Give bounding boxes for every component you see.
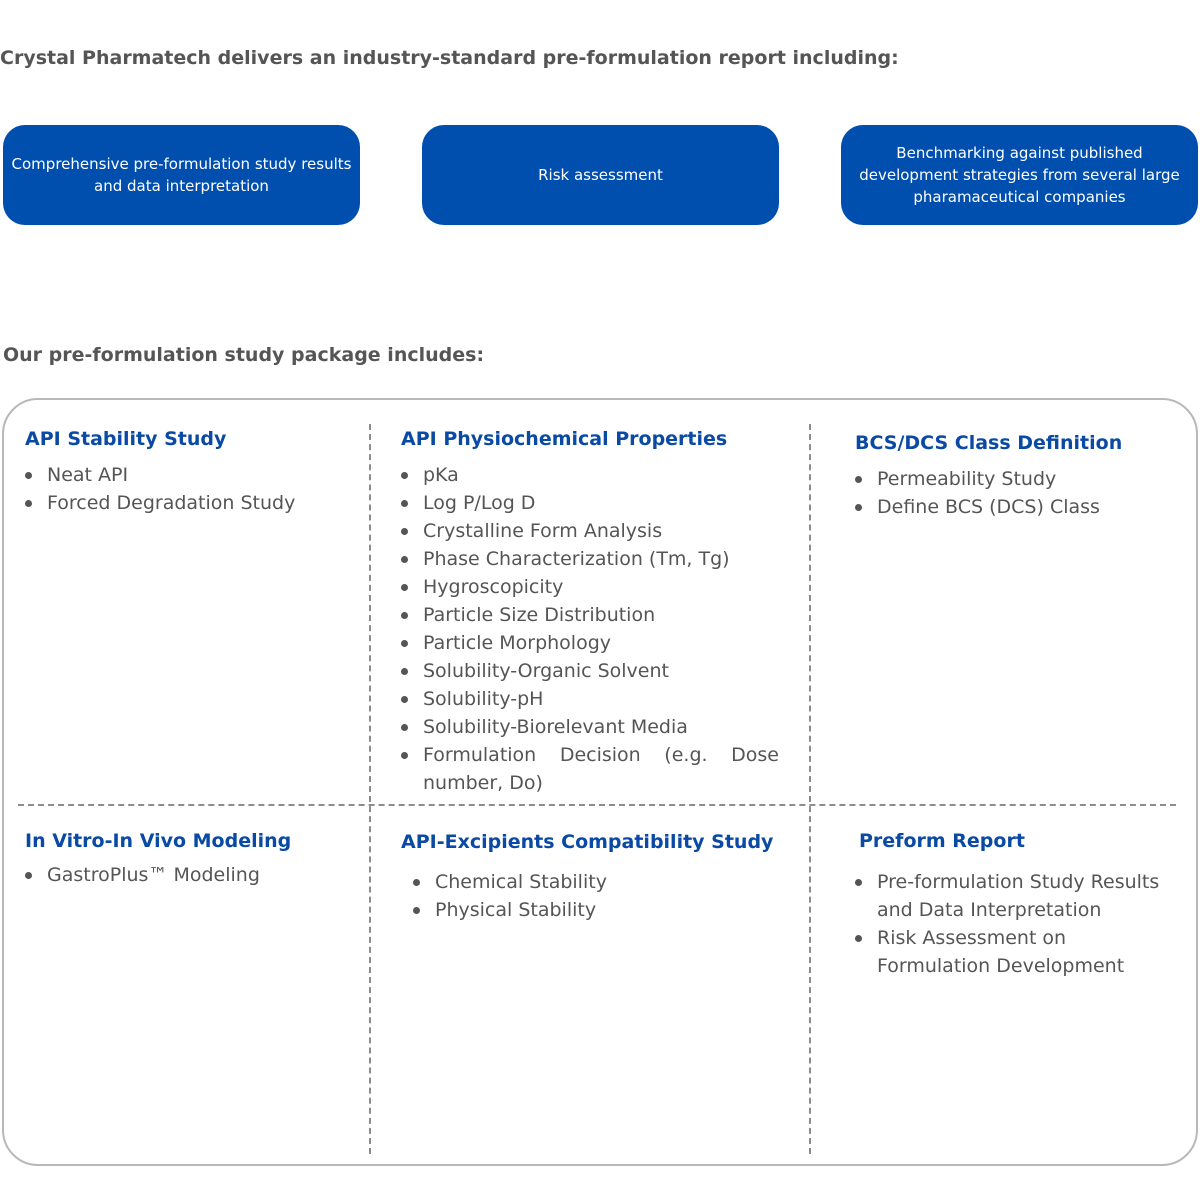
deliverable-study-results xyxy=(3,125,360,225)
list-item: Crystalline Form Analysis xyxy=(401,517,779,545)
bullet-icon xyxy=(855,935,862,942)
bullet-icon xyxy=(413,879,420,886)
cell-title: API-Excipients Compatibility Study xyxy=(401,831,774,853)
bullet-icon xyxy=(25,500,32,507)
column-divider xyxy=(809,424,811,1154)
list-item: Define BCS (DCS) Class xyxy=(855,493,1175,521)
list-item: GastroPlus™ Modeling xyxy=(25,861,355,889)
cell-bcs-dcs-class xyxy=(855,430,1175,521)
deliverable-label: Benchmarking against published development strategies from several large pharamaceutical companies xyxy=(859,144,1180,206)
list-item: Risk Assessment on Formulation Development xyxy=(855,924,1179,980)
package-heading: Our pre-formulation study package includes: xyxy=(3,344,485,366)
list-item: Chemical Stability xyxy=(413,868,791,896)
list-item: Neat API xyxy=(25,461,355,489)
list-item: Particle Size Distribution xyxy=(401,601,779,629)
bullet-icon xyxy=(25,472,32,479)
column-divider xyxy=(369,424,371,1154)
bullet-list xyxy=(855,465,1175,521)
bullet-icon xyxy=(413,907,420,914)
intro-heading: Crystal Pharmatech delivers an industry-standard pre-formulation report including: xyxy=(0,47,899,69)
cell-in-vitro-in-vivo xyxy=(25,828,355,889)
list-item: Physical Stability xyxy=(413,896,791,924)
cell-api-stability xyxy=(25,426,355,517)
deliverable-label: Comprehensive pre-formulation study results and data interpretation xyxy=(11,155,352,195)
list-item: Pre-formulation Study Results and Data Interpretation xyxy=(855,868,1179,924)
bullet-icon xyxy=(401,696,408,703)
bullet-icon xyxy=(25,872,32,879)
list-item: Solubility-pH xyxy=(401,685,779,713)
cell-title: Preform Report xyxy=(859,830,1025,852)
bullet-icon xyxy=(855,879,862,886)
bullet-icon xyxy=(401,556,408,563)
bullet-icon xyxy=(401,584,408,591)
list-item: Formulation Decision (e.g. Dose number, Do) xyxy=(401,741,779,797)
list-item: Particle Morphology xyxy=(401,629,779,657)
list-item: Hygroscopicity xyxy=(401,573,779,601)
cell-preform-report xyxy=(859,828,1179,980)
list-item: Solubility-Biorelevant Media xyxy=(401,713,779,741)
list-item: Solubility-Organic Solvent xyxy=(401,657,779,685)
cell-title: In Vitro-In Vivo Modeling xyxy=(25,830,292,852)
row-divider xyxy=(18,804,1176,806)
cell-excipients-compatibility xyxy=(401,829,791,924)
bullet-icon xyxy=(401,528,408,535)
list-item: Permeability Study xyxy=(855,465,1175,493)
bullet-icon xyxy=(401,640,408,647)
list-item: Phase Characterization (Tm, Tg) xyxy=(401,545,779,573)
bullet-icon xyxy=(401,472,408,479)
bullet-list xyxy=(25,861,355,889)
bullet-icon xyxy=(401,752,408,759)
cell-title: API Stability Study xyxy=(25,428,227,450)
bullet-list xyxy=(401,868,791,924)
cell-title: BCS/DCS Class Definition xyxy=(855,432,1123,454)
deliverable-risk-assessment xyxy=(422,125,779,225)
cell-title: API Physiochemical Properties xyxy=(401,428,728,450)
bullet-icon xyxy=(401,724,408,731)
bullet-icon xyxy=(401,500,408,507)
list-item: Log P/Log D xyxy=(401,489,779,517)
bullet-icon xyxy=(401,612,408,619)
bullet-icon xyxy=(855,476,862,483)
list-item: Forced Degradation Study xyxy=(25,489,355,517)
cell-physiochemical-properties xyxy=(401,426,779,797)
deliverable-label: Risk assessment xyxy=(538,166,663,184)
bullet-icon xyxy=(401,668,408,675)
bullet-list xyxy=(401,461,779,797)
bullet-list xyxy=(25,461,355,517)
bullet-list xyxy=(855,868,1179,980)
bullet-icon xyxy=(855,504,862,511)
deliverable-benchmarking xyxy=(841,125,1198,225)
list-item: pKa xyxy=(401,461,779,489)
